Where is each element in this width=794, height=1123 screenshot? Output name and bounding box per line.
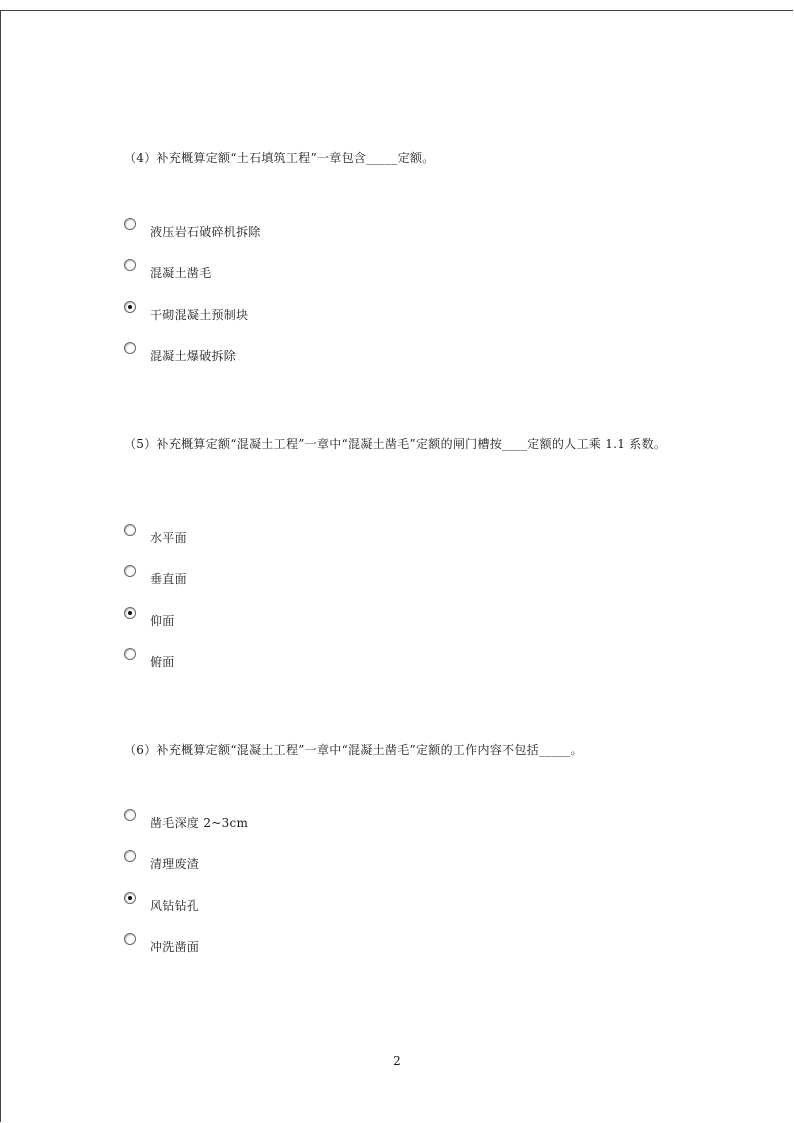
question-5-text: （5）补充概算定额“混凝土工程”一章中“混凝土凿毛”定额的闸门槽按____定额的人工乘 1.1 系数。 [124,437,667,451]
option-label: 干砌混凝土预制块 [150,308,249,322]
page-border [0,10,793,1122]
radio-button-icon[interactable] [124,342,136,354]
question-4-text: （4）补充概算定额“土石填筑工程”一章包含_____定额。 [124,151,435,165]
option-label: 垂直面 [150,572,187,586]
option-label: 水平面 [150,531,187,545]
option-label: 液压岩石破碎机拆除 [150,225,261,239]
option-label: 俯面 [150,655,175,669]
option-label: 混凝土凿毛 [150,266,212,280]
radio-button-icon[interactable] [124,933,136,945]
radio-button-icon[interactable] [124,809,136,821]
radio-button-icon[interactable] [124,850,136,862]
radio-button-selected-icon[interactable] [124,607,136,619]
question-6-text: （6）补充概算定额“混凝土工程”一章中“混凝土凿毛”定额的工作内容不包括_____。 [124,743,583,757]
option-label: 风钻钻孔 [150,899,200,913]
radio-button-icon[interactable] [124,648,136,660]
option-label: 清理废渣 [150,857,200,871]
radio-button-selected-icon[interactable] [124,892,136,904]
radio-button-icon[interactable] [124,218,136,230]
option-label: 混凝土爆破拆除 [150,349,237,363]
radio-button-selected-icon[interactable] [124,301,136,313]
option-label: 冲洗凿面 [150,940,200,954]
option-label: 凿毛深度 2~3cm [150,816,249,830]
page-number: 2 [393,1054,401,1068]
radio-button-icon[interactable] [124,259,136,271]
radio-button-icon[interactable] [124,524,136,536]
option-label: 仰面 [150,614,175,628]
radio-button-icon[interactable] [124,565,136,577]
